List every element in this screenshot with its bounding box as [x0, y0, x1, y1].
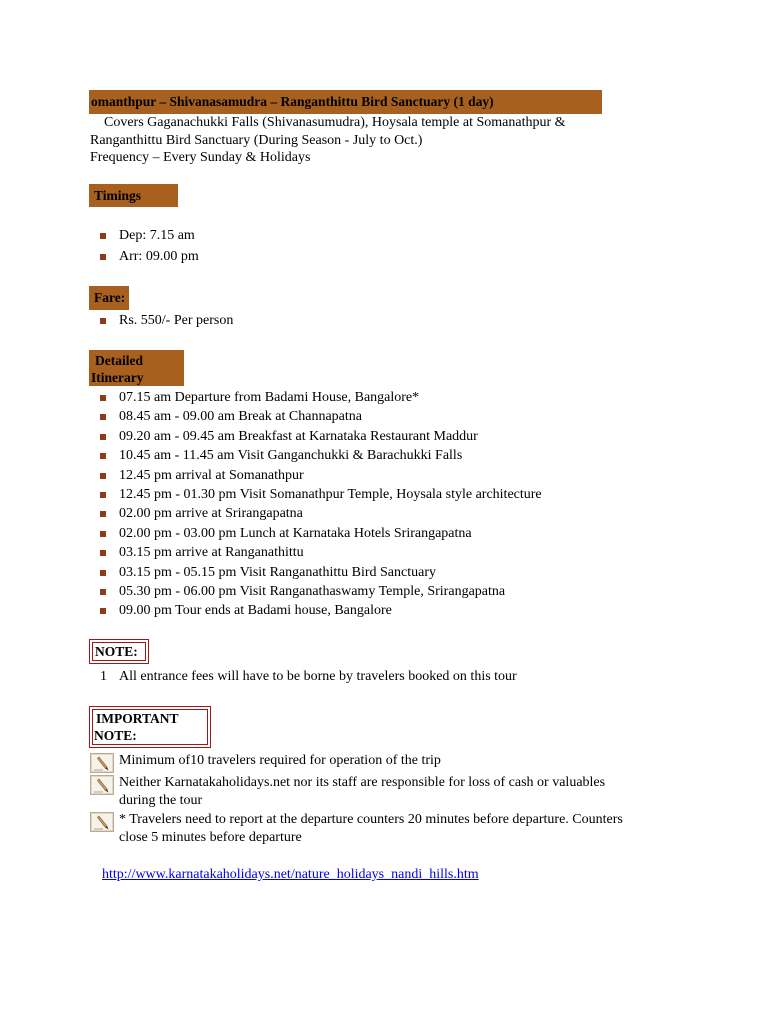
- bullet-icon: [100, 414, 106, 420]
- list-item: [100, 467, 542, 486]
- bullet-icon: [100, 550, 106, 556]
- important-item-line: * Travelers need to report at the departure counters 20 minutes before departure. Counters: [119, 812, 623, 827]
- list-item: [100, 544, 542, 563]
- note-heading: NOTE:: [92, 642, 146, 661]
- note-pencil-icon: [90, 812, 115, 832]
- note-pencil-icon: [90, 775, 115, 795]
- timings-heading: Timings: [89, 184, 178, 207]
- important-heading-line: IMPORTANT: [96, 711, 179, 726]
- itinerary-text: 07.15 am Departure from Badami House, Bangalore*: [119, 390, 420, 405]
- timings-list: [100, 227, 199, 269]
- intro-line: Covers Gaganachukki Falls (Shivanasumudra), Hoysala temple at Somanathpur &: [90, 115, 566, 130]
- itinerary-text: 09.20 am - 09.45 am Breakfast at Karnataka Restaurant Maddur: [119, 428, 478, 444]
- tour-intro: [90, 114, 630, 167]
- tour-title: omanthpur – Shivanasamudra – Ranganthittu Bird Sanctuary (1 day): [89, 90, 602, 114]
- note-pencil-icon: [90, 753, 115, 773]
- list-item: [100, 312, 233, 331]
- important-heading-line: NOTE:: [94, 728, 137, 743]
- list-item: [100, 227, 199, 248]
- list-item: [100, 389, 542, 408]
- list-item: [100, 505, 542, 524]
- important-item-line: during the tour: [119, 793, 203, 808]
- itinerary-text: 08.45 am - 09.00 am Break at Channapatna: [119, 409, 362, 425]
- list-item: [100, 408, 542, 427]
- list-item: [100, 525, 542, 544]
- bullet-icon: [100, 395, 106, 401]
- bullet-icon: [100, 608, 106, 614]
- list-item: [100, 602, 542, 621]
- note-item: [100, 668, 517, 685]
- bullet-icon: [100, 570, 106, 576]
- fare-heading: Fare:: [89, 286, 129, 310]
- itinerary-heading-line: Detailed: [95, 353, 143, 368]
- frequency-line: Frequency – Every Sunday & Holidays: [90, 150, 311, 165]
- list-item: [100, 564, 542, 583]
- important-note-heading-box: [89, 706, 211, 748]
- bullet-icon: [100, 453, 106, 459]
- important-item-line: close 5 minutes before departure: [119, 830, 302, 845]
- note-text: All entrance fees will have to be borne by travelers booked on this tour: [119, 669, 517, 684]
- list-item: [100, 447, 542, 466]
- itinerary-text: 03.15 pm - 05.15 pm Visit Ranganathittu Bird Sanctuary: [119, 564, 436, 580]
- nandi-hills-link[interactable]: http://www.karnatakaholidays.net/nature_holidays_nandi_hills.htm: [102, 867, 479, 882]
- fare-list: [100, 312, 233, 331]
- intro-line: Ranganthittu Bird Sanctuary (During Season - July to Oct.): [90, 132, 423, 148]
- itinerary-text: 03.15 pm arrive at Ranganathittu: [119, 545, 304, 561]
- note-number: 1: [100, 669, 107, 684]
- important-item-text: [119, 774, 679, 810]
- bullet-icon: [100, 434, 106, 440]
- bullet-icon: [100, 511, 106, 517]
- itinerary-list: [100, 389, 542, 622]
- itinerary-text: 02.00 pm arrive at Srirangapatna: [119, 506, 303, 522]
- timing-text: Arr: 09.00 pm: [119, 249, 199, 264]
- timing-text: Dep: 7.15 am: [119, 228, 195, 243]
- important-note-heading: [92, 709, 208, 745]
- list-item: [100, 428, 542, 447]
- fare-text: Rs. 550/- Per person: [119, 313, 234, 328]
- itinerary-heading: [89, 350, 184, 386]
- note-heading-box: [89, 639, 149, 664]
- bullet-icon: [100, 254, 106, 260]
- bullet-icon: [100, 233, 106, 239]
- bullet-icon: [100, 589, 106, 595]
- itinerary-text: 12.45 pm arrival at Somanathpur: [119, 467, 304, 483]
- list-item: [100, 486, 542, 505]
- important-item-text: [119, 811, 679, 847]
- itinerary-heading-line: Itinerary: [91, 370, 144, 385]
- bullet-icon: [100, 492, 106, 498]
- itinerary-text: 02.00 pm - 03.00 pm Lunch at Karnataka Hotels Srirangapatna: [119, 525, 472, 541]
- important-item-text: Minimum of10 travelers required for operation of the trip: [119, 753, 441, 768]
- list-item: [100, 583, 542, 602]
- bullet-icon: [100, 318, 106, 324]
- itinerary-text: 10.45 am - 11.45 am Visit Ganganchukki & Barachukki Falls: [119, 448, 463, 464]
- itinerary-text: 05.30 pm - 06.00 pm Visit Ranganathaswamy Temple, Srirangapatna: [119, 583, 506, 599]
- bullet-icon: [100, 473, 106, 479]
- itinerary-text: 12.45 pm - 01.30 pm Visit Somanathpur Temple, Hoysala style architecture: [119, 486, 542, 502]
- itinerary-text: 09.00 pm Tour ends at Badami house, Bangalore: [119, 603, 392, 619]
- bullet-icon: [100, 531, 106, 537]
- list-item: [100, 248, 199, 269]
- important-item-line: Neither Karnatakaholidays.net nor its staff are responsible for loss of cash or valuables: [119, 775, 606, 790]
